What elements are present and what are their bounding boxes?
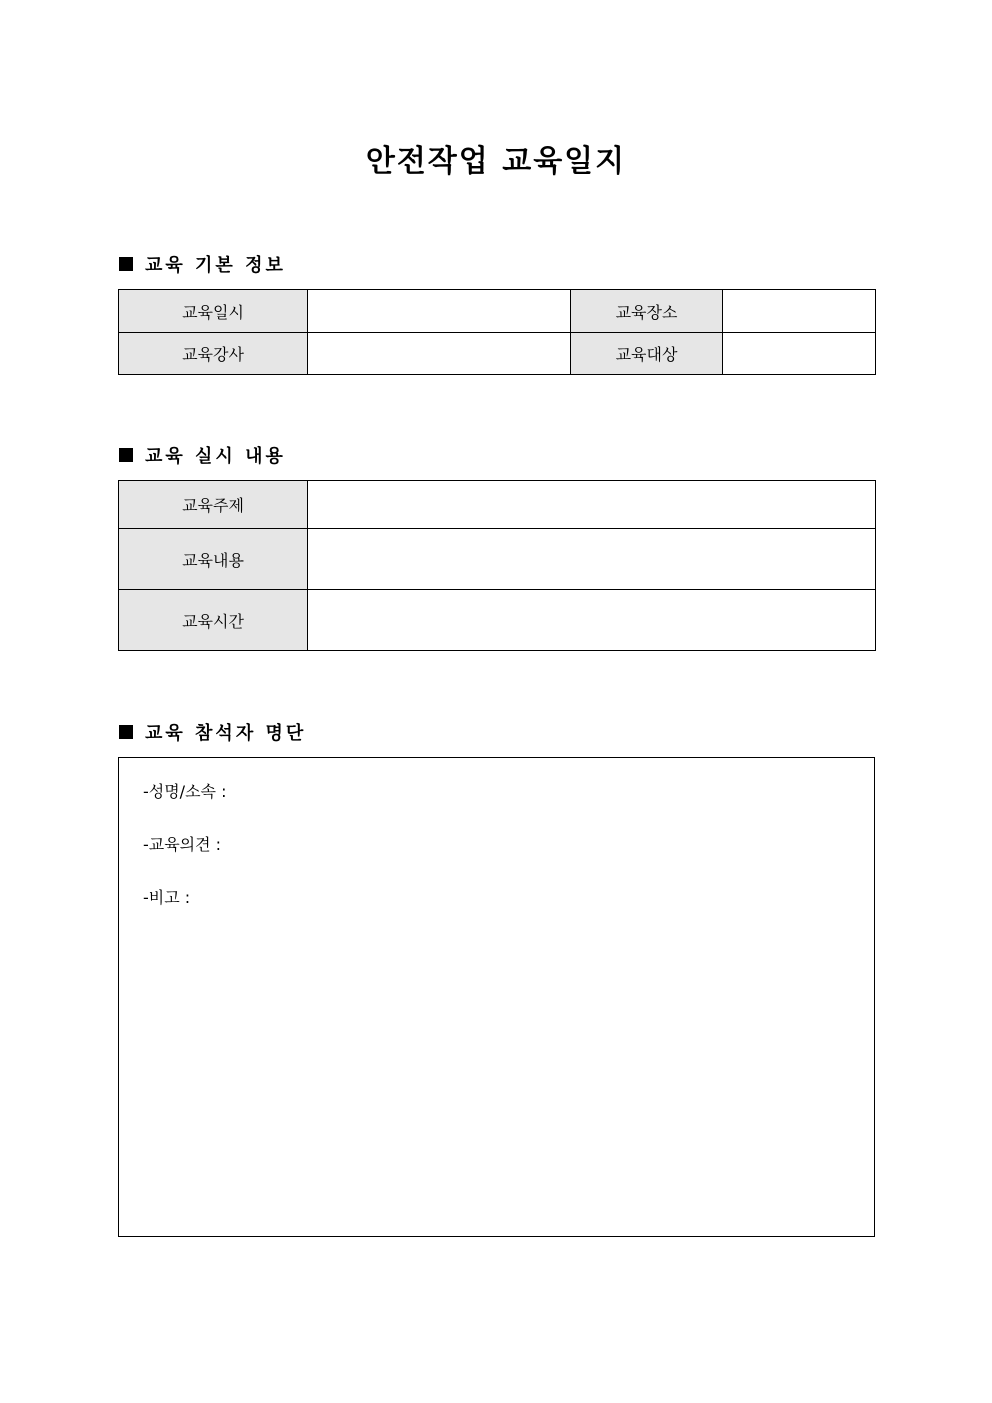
label-education-place: 교육장소 (571, 290, 723, 333)
instructor-field[interactable] (308, 333, 571, 375)
table-row (119, 481, 876, 529)
label-target: 교육대상 (571, 333, 723, 375)
section-heading-attendees (119, 720, 306, 744)
square-bullet-icon (119, 725, 133, 739)
table-row (119, 590, 876, 651)
label-instructor: 교육강사 (119, 333, 308, 375)
section-heading-text: 교육 참석자 명단 (145, 723, 307, 744)
section-heading-text: 교육 기본 정보 (145, 255, 286, 276)
attendee-name-affiliation-line: -성명/소속 : (143, 782, 227, 801)
attendees-box[interactable] (118, 757, 875, 1237)
table-row (119, 529, 876, 590)
section-heading-basic-info (119, 252, 286, 276)
education-opinion-line: -교육의견 : (143, 835, 222, 854)
content-table (118, 480, 876, 651)
topic-field[interactable] (308, 481, 876, 529)
education-place-field[interactable] (723, 290, 876, 333)
label-content: 교육내용 (119, 529, 308, 590)
education-datetime-field[interactable] (308, 290, 571, 333)
document-title: 안전작업 교육일지 (365, 144, 627, 179)
duration-field[interactable] (308, 590, 876, 651)
table-row (119, 333, 876, 375)
label-education-datetime: 교육일시 (119, 290, 308, 333)
content-field[interactable] (308, 529, 876, 590)
table-row (119, 290, 876, 333)
remarks-line: -비고 : (143, 888, 191, 907)
section-heading-text: 교육 실시 내용 (145, 446, 286, 467)
square-bullet-icon (119, 448, 133, 462)
label-topic: 교육주제 (119, 481, 308, 529)
section-heading-content (119, 443, 286, 467)
target-field[interactable] (723, 333, 876, 375)
label-duration: 교육시간 (119, 590, 308, 651)
square-bullet-icon (119, 257, 133, 271)
basic-info-table (118, 289, 876, 375)
